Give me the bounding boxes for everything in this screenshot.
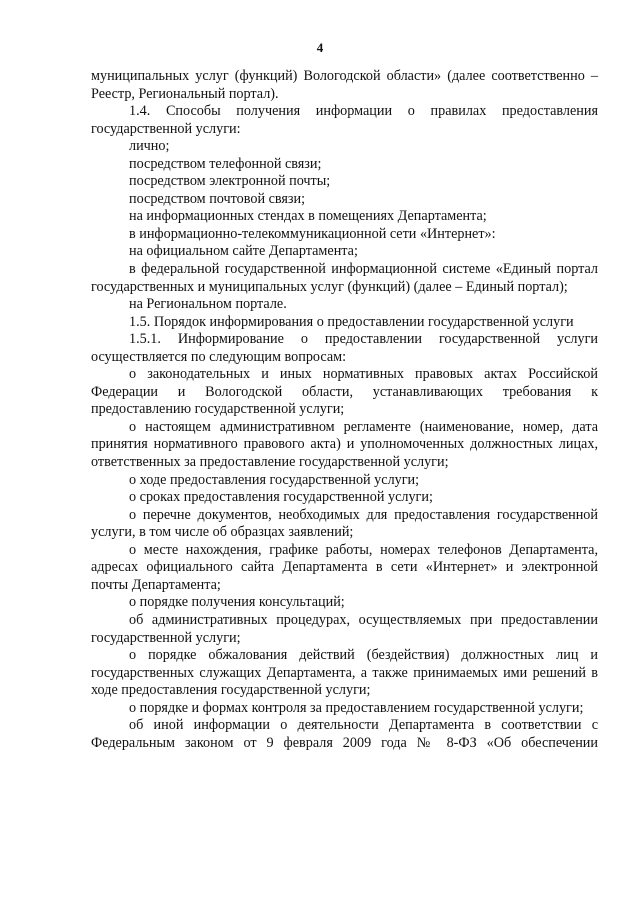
paragraph: о перечне документов, необходимых для предоставления государственной услуги, в том числе об образцах заявлений; (91, 506, 598, 541)
document-body (91, 68, 598, 752)
paragraph: о настоящем административном регламенте (наименование, номер, дата принятия нормативного правового акта) и уполномоченных должностных лицах, ответственных за предоставление государственной услуги; (91, 418, 598, 471)
paragraph: посредством электронной почты; (129, 173, 331, 190)
paragraph: 1.5. Порядок информирования о предоставлении государственной услуги (129, 313, 574, 330)
paragraph: о порядке получения консультаций; (129, 594, 345, 611)
paragraph: о порядке и формах контроля за предоставлением государственной услуги; (129, 699, 584, 716)
paragraph: лично; (129, 138, 170, 155)
paragraph: о месте нахождения, графике работы, номерах телефонов Департамента, адресах официального сайта Департамента в сети «Интернет» и электронной почты Департамента; (91, 541, 598, 593)
paragraph: об иной информации о деятельности Департамента в соответствии с Федеральным законом от 9 февраля 2009 года № 8-ФЗ «Об обеспечении (91, 717, 598, 751)
paragraph: на информационных стендах в помещениях Департамента; (129, 208, 487, 225)
paragraph: о законодательных и иных нормативных правовых актах Российской Федерации и Вологодской области, устанавливающих требования к предоставлению государственной услуги; (91, 366, 598, 418)
paragraph: в информационно-телекоммуникационной сети «Интернет»: (129, 225, 496, 242)
paragraph: посредством почтовой связи; (129, 190, 306, 207)
page-number: 4 (316, 40, 324, 55)
paragraph: в федеральной государственной информационной системе «Единый портал государственных и муниципальных услуг (функций) (далее – Единый портал); (91, 261, 598, 295)
paragraph: о порядке обжалования действий (бездействия) должностных лиц и государственных служащих Департамента, а также принимаемых ими решений в ходе предоставления государственной услуги; (91, 647, 598, 699)
paragraph: на Региональном портале. (129, 296, 287, 313)
paragraph: муниципальных услуг (функций) Вологодской области» (далее соответственно – Реестр, Региональный портал). (91, 68, 598, 102)
paragraph: 1.5.1. Информирование о предоставлении государственной услуги осуществляется по следующим вопросам: (91, 331, 598, 365)
paragraph: 1.4. Способы получения информации о правилах предоставления государственной услуги: (91, 103, 598, 137)
paragraph: о сроках предоставления государственной услуги; (129, 489, 433, 506)
paragraph: на официальном сайте Департамента; (129, 243, 358, 260)
paragraph: о ходе предоставления государственной услуги; (129, 471, 420, 488)
paragraph: посредством телефонной связи; (129, 155, 322, 172)
paragraph: об административных процедурах, осуществляемых при предоставлении государственной услуги; (91, 611, 598, 646)
